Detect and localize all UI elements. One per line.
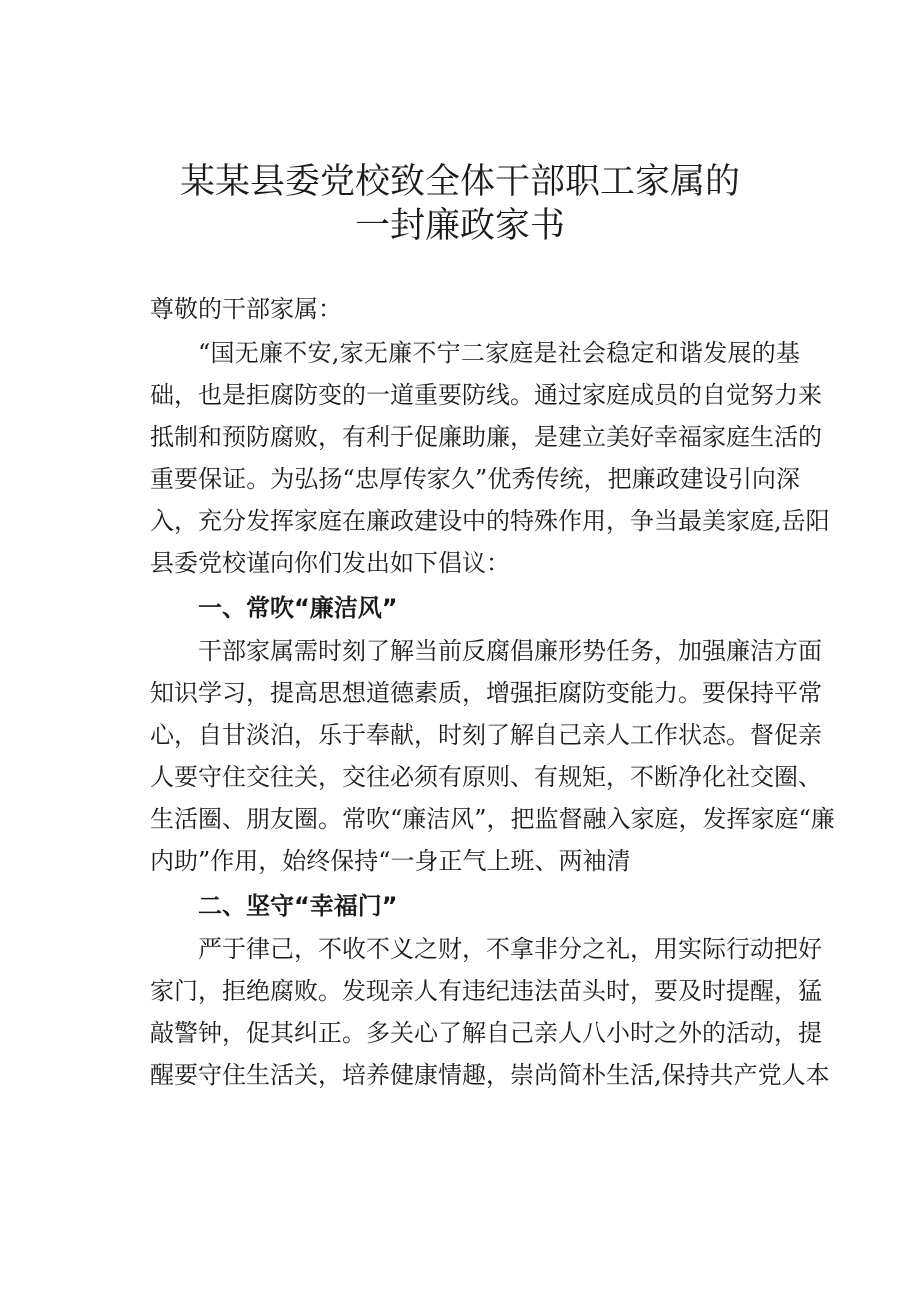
- section2-line: 敲警钟，促其纠正。多关心了解自己亲人八小时之外的活动，提: [150, 1019, 822, 1047]
- salutation: 尊敬的干部家属：: [150, 295, 342, 323]
- section1-line: 心，自甘淡泊，乐于奉献，时刻了解自己亲人工作状态。督促亲: [150, 721, 822, 749]
- intro-line: 抵制和预防腐败，有利于促廉助廉，是建立美好幸福家庭生活的: [150, 423, 822, 451]
- intro-line: 入，充分发挥家庭在廉政建设中的特殊作用，争当最美家庭,岳阳: [150, 507, 830, 535]
- section2-line: 醒要守住生活关，培养健康情趣，崇尚简朴生活,保持共产党人本: [150, 1061, 830, 1089]
- section1-line: 干部家属需时刻了解当前反腐倡廉形势任务，加强廉洁方面: [198, 637, 822, 665]
- section-heading-1: 一、常吹“廉洁风”: [198, 594, 398, 622]
- section1-line: 内助”作用，始终保持“一身正气上班、两袖清: [150, 847, 631, 875]
- section1-line: 生活圈、朋友圈。常吹“廉洁风”，把监督融入家庭，发挥家庭“廉: [150, 805, 835, 833]
- section-heading-2: 二、坚守“幸福门”: [198, 892, 398, 920]
- document-title-line-1: 某某县委党校致全体干部职工家属的: [179, 162, 740, 202]
- section1-line: 知识学习，提高思想道德素质，增强拒腐防变能力。要保持平常: [150, 679, 822, 707]
- intro-line: 县委党校谨向你们发出如下倡议：: [150, 549, 510, 577]
- intro-line: 础，也是拒腐防变的一道重要防线。通过家庭成员的自觉努力来: [150, 381, 822, 409]
- section2-line: 严于律己，不收不义之财，不拿非分之礼，用实际行动把好: [198, 935, 822, 963]
- intro-line: 重要保证。为弘扬“忠厚传家久”优秀传统，把廉政建设引向深: [150, 465, 800, 493]
- document-title-line-2: 一封廉政家书: [354, 206, 565, 246]
- section2-line: 家门，拒绝腐败。发现亲人有违纪违法苗头时，要及时提醒，猛: [150, 977, 822, 1005]
- intro-line: “国无廉不安,家无廉不宁二家庭是社会稳定和谐发展的基: [198, 339, 800, 367]
- section1-line: 人要守住交往关，交往必须有原则、有规矩，不断净化社交圈、: [150, 763, 822, 791]
